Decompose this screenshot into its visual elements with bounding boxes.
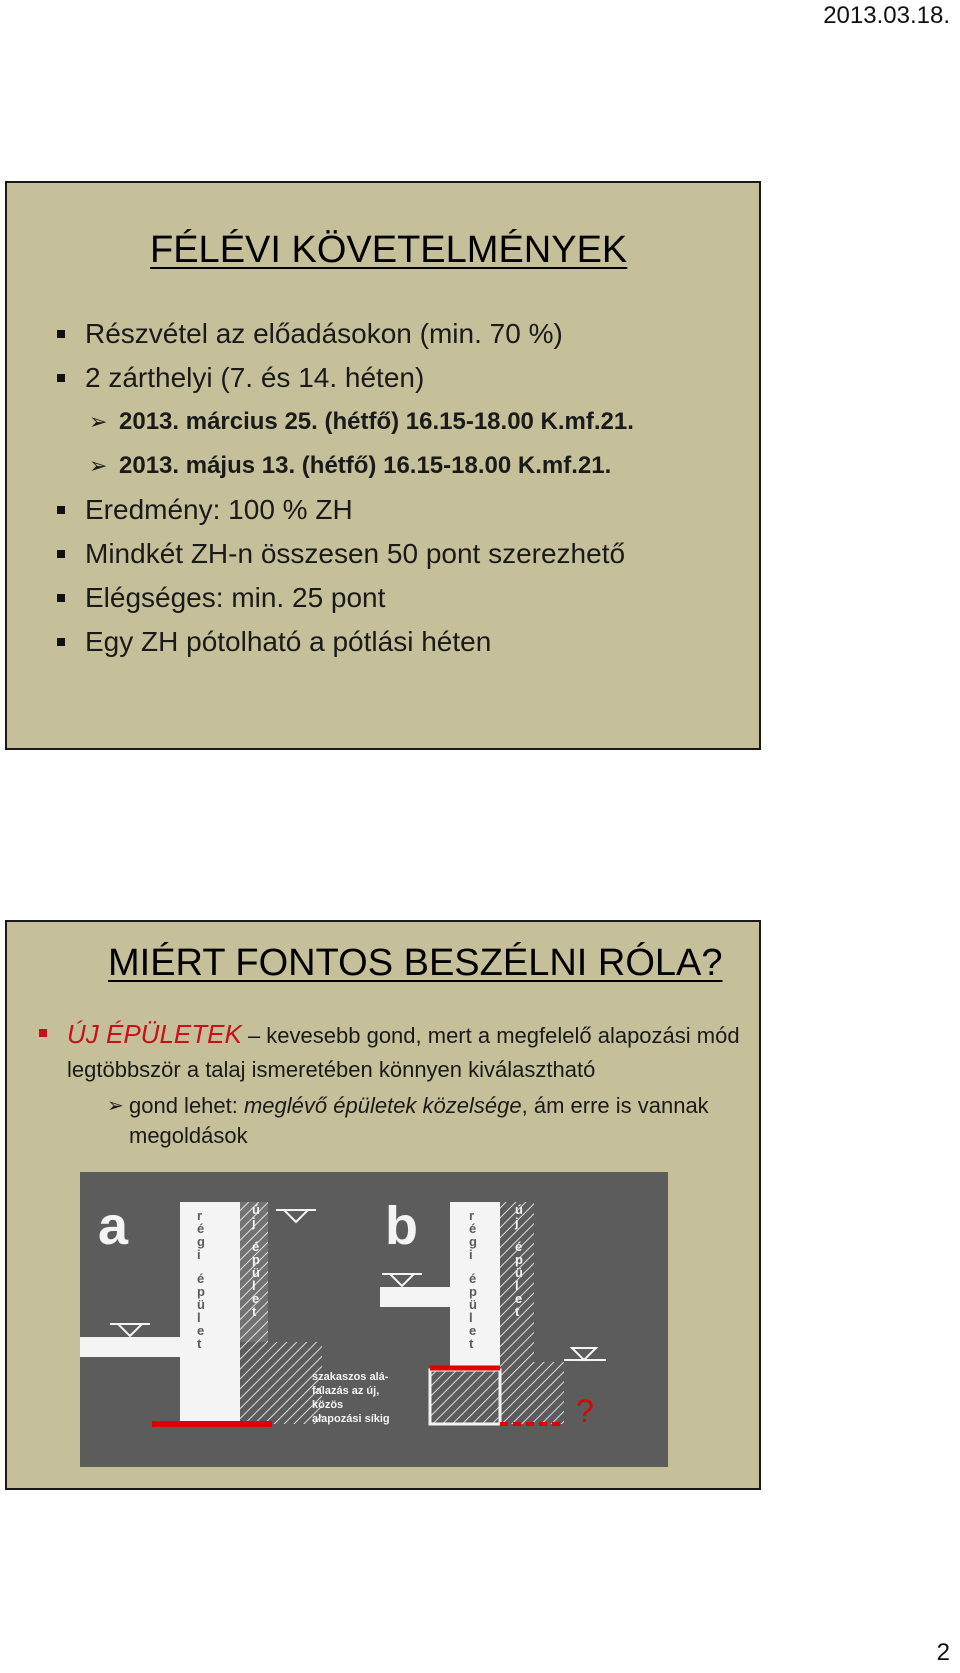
slide-title: FÉLÉVI KÖVETELMÉNYEK [150,229,628,271]
list-item: ÚJ ÉPÜLETEK – kevesebb gond, mert a megfelelő alapozási mód legtöbbször a talaj ismeretében könnyen kiválasztható [37,1017,747,1087]
page-number: 2 [936,1639,950,1666]
foundation-diagram [80,1172,668,1467]
list-item-sub: ➢ 2013. május 13. (hétfő) 16.15-18.00 K.mf.21. [53,444,753,488]
new-building-b-text: ú j é p ü l e t [515,1202,523,1319]
new-foundation-b [500,1362,564,1424]
list-item: 2 zárthelyi (7. és 14. héten) [53,356,753,400]
underpinning-note: szakaszos alá- falazás az új, közös alapozási síkig [312,1371,390,1425]
new-buildings-emphasis: ÚJ ÉPÜLETEK [67,1019,242,1049]
old-building-b-text: r é g i é p ü l e t [469,1208,477,1351]
underpinning-block [430,1370,500,1424]
arrow-bullet-icon: ➢ [107,1095,124,1117]
list-item-sub: ➢ 2013. március 25. (hétfő) 16.15-18.00 K.mf.21. [53,400,753,444]
question-mark: ? [576,1393,594,1429]
old-building-a-text: r é g i é p ü l e t [197,1208,205,1351]
old-building-a [180,1202,240,1424]
floor-slab-a [80,1337,180,1357]
requirements-list [53,312,753,664]
slide-why-important [5,920,761,1490]
list-item: Elégséges: min. 25 pont [53,576,753,620]
panel-b-label: b [385,1196,418,1256]
slide-requirements [5,181,761,750]
why-list [37,1017,747,1151]
arrow-bullet-icon: ➢ [89,409,108,434]
list-item: Részvétel az előadásokon (min. 70 %) [53,312,753,356]
panel-a-label: a [98,1196,129,1256]
arrow-bullet-icon: ➢ [89,453,108,478]
list-item-sub: ➢ gond lehet: meglévő épületek közelsége, ám erre is vannak megoldások [107,1093,709,1148]
list-item: Mindkét ZH-n összesen 50 pont szerezhető [53,532,753,576]
floor-slab-b [380,1287,450,1307]
new-foundation-a [240,1342,322,1424]
list-item: Egy ZH pótolható a pótlási héten [53,620,753,664]
new-building-a-text: ú j é p ü l e t [252,1202,260,1319]
slide-title: MIÉRT FONTOS BESZÉLNI RÓLA? [108,942,723,984]
page-date: 2013.03.18. [823,2,950,29]
list-item: Eredmény: 100 % ZH [53,488,753,532]
